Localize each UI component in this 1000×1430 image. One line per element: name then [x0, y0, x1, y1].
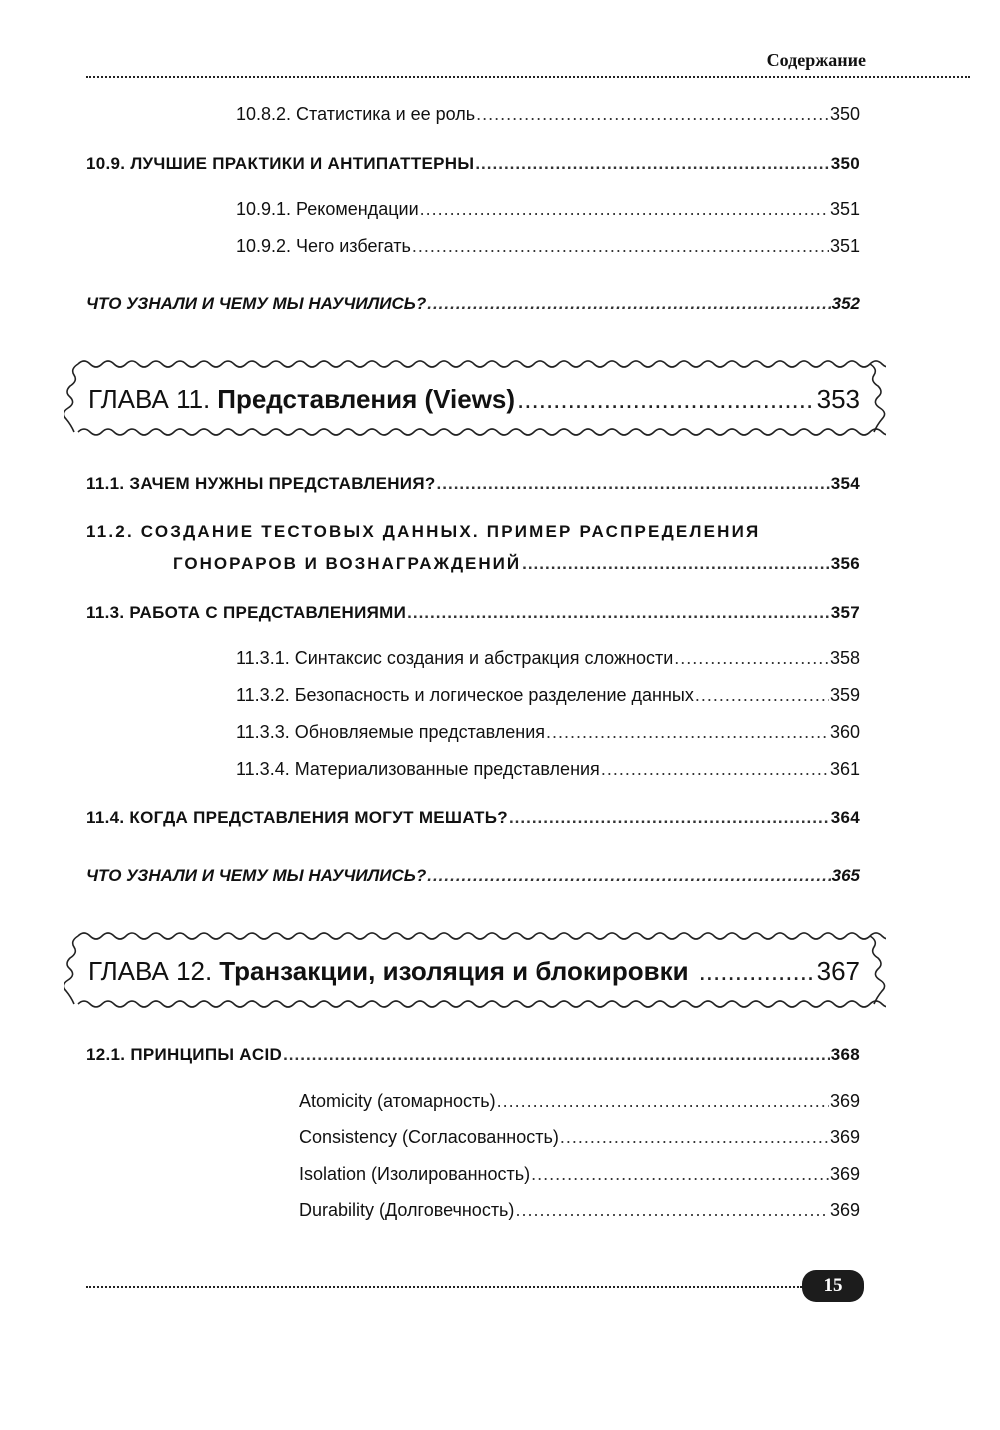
dot-leader: [699, 956, 815, 987]
dot-leader: [560, 1127, 829, 1148]
page-number-badge: 15: [802, 1270, 864, 1302]
toc-entry-label: 11.3.1. Синтаксис создания и абстракция сложности: [236, 648, 674, 668]
toc-page-number: 351: [829, 236, 860, 256]
dot-leader: [531, 1164, 829, 1185]
toc-chapter-11[interactable]: [88, 384, 860, 415]
toc-page-number: 358: [829, 648, 860, 668]
toc-entry-label: Consistency (Согласованность): [299, 1127, 559, 1147]
toc-entry-consistency[interactable]: [299, 1127, 860, 1148]
dot-leader: [437, 474, 830, 494]
chapter-title: Представления (Views): [217, 384, 516, 414]
dot-leader: [427, 294, 830, 314]
toc-entry-label: 11.3.3. Обновляемые представления: [236, 722, 546, 742]
toc-entry-11-3-1[interactable]: [236, 648, 860, 669]
toc-page-number: 369: [829, 1091, 860, 1111]
toc-entry-10-9-1[interactable]: [236, 199, 860, 220]
toc-entry-11-3-3[interactable]: [236, 722, 860, 743]
footer-dotted-rule: [86, 1286, 802, 1288]
toc-entry-label: Isolation (Изолированность): [299, 1164, 531, 1184]
toc-entry-label: 10.8.2. Статистика и ее роль: [236, 104, 476, 124]
dot-leader: [412, 236, 829, 257]
toc-section-11-2[interactable]: [173, 554, 860, 574]
running-header-title: Содержание: [766, 50, 866, 70]
toc-summary-ch11[interactable]: [86, 866, 860, 886]
toc-entry-isolation[interactable]: [299, 1164, 860, 1185]
chapter-title: Транзакции, изоляция и блокировки: [219, 956, 689, 986]
toc-summary-ch10[interactable]: [86, 294, 860, 314]
dot-leader: [427, 866, 830, 886]
toc-entry-label: 11.3.4. Материализованные представления: [236, 759, 600, 779]
toc-entry-label: 11.4. КОГДА ПРЕДСТАВЛЕНИЯ МОГУТ МЕШАТЬ?: [86, 808, 508, 827]
toc-page-number: 360: [829, 722, 860, 742]
toc-page-number: 367: [816, 956, 860, 986]
toc-page-number: 352: [831, 294, 860, 313]
toc-entry-11-3-4[interactable]: [236, 759, 860, 780]
toc-chapter-12[interactable]: [88, 956, 860, 987]
toc-entry-label: 10.9.1. Рекомендации: [236, 199, 419, 219]
dot-leader: [476, 104, 829, 125]
toc-entry-10-8-2[interactable]: [236, 104, 860, 125]
dot-leader: [475, 154, 829, 174]
toc-entry-label: Durability (Долговечность): [299, 1200, 515, 1220]
toc-entry-label: ГОНОРАРОВ И ВОЗНАГРАЖДЕНИЙ: [173, 554, 522, 573]
dot-leader: [515, 1200, 829, 1221]
toc-entry-label: 10.9. ЛУЧШИЕ ПРАКТИКИ И АНТИПАТТЕРНЫ: [86, 154, 475, 173]
dot-leader: [695, 685, 829, 706]
toc-section-10-9[interactable]: [86, 154, 860, 174]
dot-leader: [546, 722, 829, 743]
toc-entry-label: Atomicity (атомарность): [299, 1091, 496, 1111]
toc-entry-label: 12.1. ПРИНЦИПЫ ACID: [86, 1045, 283, 1064]
toc-entry-10-9-2[interactable]: [236, 236, 860, 257]
dot-leader: [517, 384, 815, 415]
toc-page-number: 350: [830, 154, 860, 173]
toc-page-number: 350: [829, 104, 860, 124]
toc-page-number: 361: [829, 759, 860, 779]
toc-page-number: 369: [829, 1200, 860, 1220]
toc-page-number: 368: [830, 1045, 860, 1064]
dot-leader: [674, 648, 829, 669]
toc-section-11-4[interactable]: [86, 808, 860, 828]
toc-section-11-2-line1[interactable]: 11.2. СОЗДАНИЕ ТЕСТОВЫХ ДАННЫХ. ПРИМЕР РАСПРЕДЕЛЕНИЯ: [86, 522, 761, 541]
toc-page-number: 354: [830, 474, 860, 493]
toc-entry-label: 11.3.2. Безопасность и логическое разделение данных: [236, 685, 694, 705]
chapter-prefix: ГЛАВА 12.: [88, 956, 213, 986]
toc-page-number: 369: [829, 1127, 860, 1147]
toc-entry-atomicity[interactable]: [299, 1091, 860, 1112]
dot-leader: [407, 603, 830, 623]
toc-page-number: 364: [830, 808, 860, 827]
toc-entry-label: 10.9.2. Чего избегать: [236, 236, 411, 256]
dot-leader: [509, 808, 830, 828]
toc-entry-label: ЧТО УЗНАЛИ И ЧЕМУ МЫ НАУЧИЛИСЬ?: [86, 866, 427, 885]
toc-entry-label: ЧТО УЗНАЛИ И ЧЕМУ МЫ НАУЧИЛИСЬ?: [86, 294, 427, 313]
dot-leader: [522, 554, 830, 574]
dot-leader: [497, 1091, 829, 1112]
toc-page-number: 359: [829, 685, 860, 705]
toc-entry-label: 11.3. РАБОТА С ПРЕДСТАВЛЕНИЯМИ: [86, 603, 407, 622]
toc-page-number: 351: [829, 199, 860, 219]
toc-entry-durability[interactable]: [299, 1200, 860, 1221]
toc-page-number: 356: [830, 554, 860, 573]
toc-page-number: 365: [831, 866, 860, 885]
toc-section-12-1[interactable]: [86, 1045, 860, 1065]
dot-leader: [283, 1045, 830, 1065]
dot-leader: [601, 759, 829, 780]
header-dotted-rule: [86, 76, 970, 78]
chapter-prefix: ГЛАВА 11.: [88, 384, 211, 414]
toc-entry-11-3-2[interactable]: [236, 685, 860, 706]
toc-page-number: 369: [829, 1164, 860, 1184]
toc-section-11-3[interactable]: [86, 603, 860, 623]
toc-page-number: 357: [830, 603, 860, 622]
toc-section-11-1[interactable]: [86, 474, 860, 494]
toc-page-number: 353: [816, 384, 860, 414]
toc-entry-label: 11.1. ЗАЧЕМ НУЖНЫ ПРЕДСТАВЛЕНИЯ?: [86, 474, 436, 493]
dot-leader: [420, 199, 829, 220]
